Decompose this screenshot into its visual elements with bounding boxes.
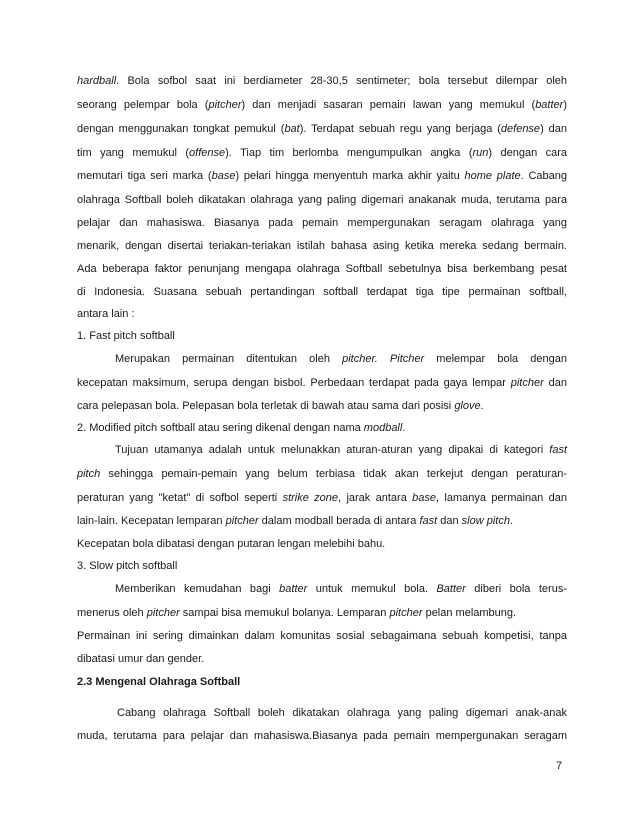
text-run: . Bola sofbol saat ini berdiameter 28-30,5 sentimeter; bola tersebut dilempar oleh xyxy=(116,75,567,87)
text-run: dibatasi umur dan gender. xyxy=(77,653,205,665)
text-run: tim yang memukul ( xyxy=(77,147,190,159)
italic-term: strike zone xyxy=(282,492,339,504)
text-run: lain-lain. Kecepatan lemparan xyxy=(77,515,226,527)
italic-term: glove xyxy=(454,400,481,412)
italic-term: pitcher xyxy=(225,515,259,527)
text-run: muda, terutama para pelajar dan mahasiswa.Biasanya pada pemain mempergunakan seragam xyxy=(77,730,567,742)
text-run: dalam modball berada di antara xyxy=(258,515,420,527)
text-run: , lamanya permainan dan xyxy=(436,492,567,504)
text-run: menerus oleh xyxy=(77,607,147,619)
body-line xyxy=(77,537,567,551)
text-run: pelan melambung. xyxy=(422,607,517,619)
text-run: 2.3 Mengenal Olahraga Softball xyxy=(77,676,241,688)
body-line xyxy=(77,652,567,666)
body-line xyxy=(77,98,567,112)
text-run: . Cabang xyxy=(520,170,567,182)
body-line xyxy=(77,74,567,88)
body-line xyxy=(77,285,567,299)
text-run: Merupakan permainan ditentukan oleh xyxy=(115,353,343,365)
section-heading xyxy=(77,675,567,689)
text-run: ) dan menjadi sasaran pemain lawan yang memukul ( xyxy=(241,99,536,111)
text-run: Memberikan kemudahan bagi xyxy=(115,583,280,595)
text-run: 2. Modified pitch softball atau sering dikenal dengan nama xyxy=(77,422,364,434)
text-run: sehingga pemain-pemain yang belum terbiasa tidak akan terkejut dengan peraturan- xyxy=(100,468,567,480)
body-line xyxy=(77,729,567,743)
list-item-heading xyxy=(77,329,567,343)
page-number: 7 xyxy=(556,760,563,772)
italic-term: base xyxy=(412,492,437,504)
text-run: ) xyxy=(563,99,567,111)
italic-term: hardball xyxy=(77,75,117,87)
text-run: . xyxy=(509,515,514,527)
italic-term: fast xyxy=(419,515,438,527)
text-run: pelajar dan mahasiswa. Biasanya pada pemain mempergunakan seragam olahraga yang xyxy=(77,217,567,229)
body-line xyxy=(115,582,567,596)
body-line xyxy=(77,491,567,505)
text-run: seorang pelempar bola ( xyxy=(77,99,209,111)
body-line xyxy=(77,376,567,390)
italic-term: batter xyxy=(535,99,564,111)
italic-term: pitcher xyxy=(389,607,423,619)
text-run: Permainan ini sering dimainkan dalam komunitas sosial sebagaimana sebuah kompetisi, tanpa xyxy=(77,630,567,642)
italic-term: modball xyxy=(363,422,403,434)
italic-term: run xyxy=(472,147,489,159)
text-run: dengan menggunakan tongkat pemukul ( xyxy=(77,123,285,135)
text-run: Tujuan utamanya adalah untuk melunakkan aturan-aturan yang dipakai di kategori xyxy=(115,444,550,456)
text-run: olahraga Softball boleh dikatakan olahraga yang paling digemari anakanak muda, terutama para xyxy=(77,194,567,206)
body-line xyxy=(77,399,567,413)
text-run: di Indonesia. Suasana sebuah pertandingan softball terdapat tiga tipe permainan softball, xyxy=(77,286,567,298)
text-run: antara lain : xyxy=(77,308,135,320)
body-line xyxy=(77,262,567,276)
text-run: Kecepatan bola dibatasi dengan putaran lengan melebihi bahu. xyxy=(77,538,386,550)
body-line xyxy=(77,514,567,528)
body-line xyxy=(77,606,567,620)
list-item-heading xyxy=(77,421,567,435)
text-run: ) pelari hingga menyentuh marka akhir yaitu xyxy=(235,170,465,182)
body-line xyxy=(115,352,567,366)
body-line xyxy=(77,239,567,253)
text-run: peraturan yang "ketat" di sofbol seperti xyxy=(77,492,283,504)
body-line xyxy=(77,193,567,207)
text-run: ) dan xyxy=(540,123,567,135)
italic-term: pitcher xyxy=(510,377,544,389)
italic-term: pitch xyxy=(77,468,101,480)
italic-term: base xyxy=(211,170,236,182)
body-line xyxy=(77,307,567,321)
text-run: kecepatan maksimum, serupa dengan bisbol. Perbedaan terdapat pada gaya lempar xyxy=(77,377,511,389)
italic-term: defense xyxy=(500,123,541,135)
italic-term: bat xyxy=(284,123,300,135)
text-run: 3. Slow pitch softball xyxy=(77,560,178,572)
text-run: . xyxy=(402,422,406,434)
body-line xyxy=(77,467,567,481)
text-run: cara pelepasan bola. Pelepasan bola terletak di bawah atau sama dari posisi xyxy=(77,400,455,412)
italic-term: batter xyxy=(279,583,308,595)
body-line xyxy=(77,122,567,136)
text-run: . xyxy=(480,400,484,412)
text-run: ). Tiap tim berlomba mengumpulkan angka ( xyxy=(225,147,473,159)
text-run: diberi bola terus- xyxy=(465,583,567,595)
text-run: Ada beberapa faktor penunjang mengapa olahraga Softball sebetulnya bisa berkembang pesat xyxy=(77,263,567,275)
text-run: 1. Fast pitch softball xyxy=(77,330,175,342)
body-line xyxy=(77,216,567,230)
italic-term: Batter xyxy=(436,583,466,595)
italic-term: pitcher. Pitcher xyxy=(342,353,425,365)
body-line xyxy=(77,629,567,643)
text-run: Cabang olahraga Softball boleh dikatakan olahraga yang paling digemari anak-anak xyxy=(117,707,567,719)
body-line xyxy=(77,169,567,183)
list-item-heading xyxy=(77,559,567,573)
text-run: ). Terdapat sebuah regu yang berjaga ( xyxy=(299,123,501,135)
body-line xyxy=(77,146,567,160)
italic-term: pitcher xyxy=(146,607,180,619)
text-run: memutari tiga seri marka ( xyxy=(77,170,212,182)
text-run: ) dengan cara xyxy=(488,147,567,159)
italic-term: pitcher xyxy=(208,99,242,111)
text-run: dan xyxy=(437,515,462,527)
text-run: menarik, dengan disertai teriakan-teriakan istilah bahasa asing ketika mereka sedang bermain. xyxy=(77,240,567,252)
text-run: untuk memukul bola. xyxy=(307,583,437,595)
italic-term: slow pitch xyxy=(461,515,510,527)
italic-term: fast xyxy=(549,444,567,456)
italic-term: home plate xyxy=(464,170,521,182)
text-run: , jarak antara xyxy=(338,492,413,504)
body-line xyxy=(117,706,567,720)
text-run: melempar bola dengan xyxy=(424,353,567,365)
text-run: sampai bisa memukul bolanya. Lemparan xyxy=(179,607,390,619)
italic-term: offense xyxy=(189,147,226,159)
body-line xyxy=(115,443,567,457)
text-run: dan xyxy=(543,377,567,389)
